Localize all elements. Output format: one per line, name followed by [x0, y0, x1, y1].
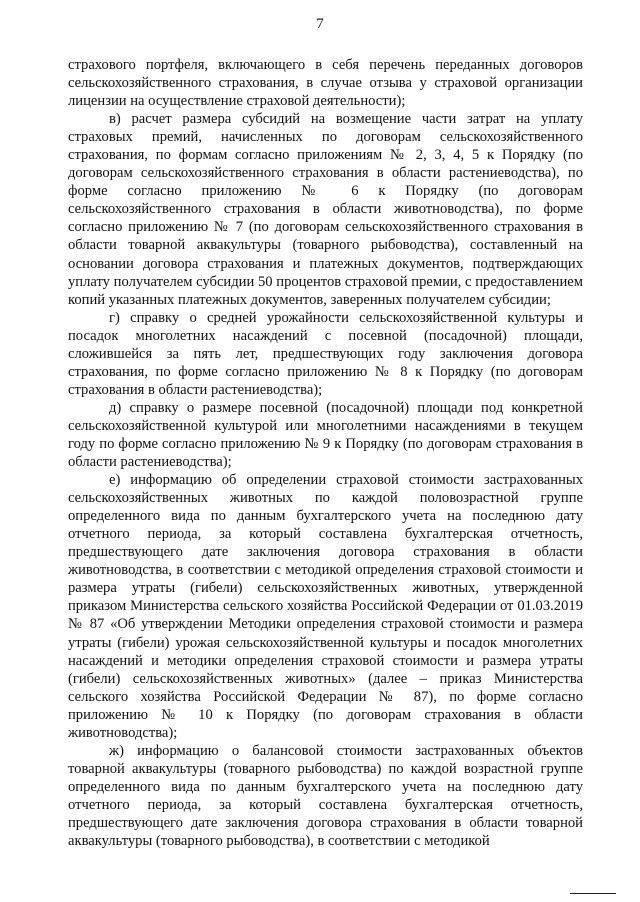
paragraph-e: е) информацию об определении страховой стоимости застрахованных сельскохозяйственных животных по каждой половозрастной группе определенного вида по данным бухгалтерского учета на последнюю дату отчетного периода, за который составлена бухгалтерская отчетность, предшествующего дате заключения договора страхования в области животноводства, в соответствии с методикой определения страховой стоимости и размера утраты (гибели) сельскохозяйственных животных, утвержденной приказом Министерства сельского хозяйства Российской Федерации от 01.03.2019 № 87 «Об утверждении Методики определения страховой стоимости и размера утраты (гибели) урожая сельскохозяйственной культуры и посадок многолетних насаждений и методики определения страховой стоимости и размера утраты (гибели) сельскохозяйственных животных» (далее – приказ Министерства сельского хозяйства Российской Федерации № 87), по форме согласно приложению № 10 к Порядку (по договорам страхования в области животноводства);: [68, 472, 583, 741]
footer-divider: [570, 893, 616, 894]
paragraph-zh: ж) информацию о балансовой стоимости застрахованных объектов товарной аквакультуры (товарного рыбоводства) по каждой возрастной группе определенного вида по данным бухгалтерского учета на последнюю дату отчетного периода, за который составлена бухгалтерская отчетность, предшествующего дате заключения договора страхования в области товарной аквакультуры (товарного рыбоводства), в соответствии с методикой: [68, 742, 583, 850]
paragraph-v: в) расчет размера субсидий на возмещение части затрат на уплату страховых премий, начисленных по договорам сельскохозяйственного страхования, по формам согласно приложениям № 2, 3, 4, 5 к Порядку (по договорам сельскохозяйственного страхования в области растениеводства), по форме согласно приложению № 6 к Порядку (по договорам сельскохозяйственного страхования в области животноводства), по форме согласно приложению № 7 (по договорам сельскохозяйственного страхования в области товарной аквакультуры (товарного рыбоводства), составленный на основании договора страхования и платежных документов, подтверждающих уплату получателем субсидии 50 процентов страховой премии, с предоставлением копий указанных платежных документов, заверенных получателем субсидии;: [68, 111, 583, 308]
paragraph-g: г) справку о средней урожайности сельскохозяйственной культуры и посадок многолетних насаждений с посевной (посадочной) площади, сложившейся за пять лет, предшествующих году заключения договора страхования, по форме согласно приложению № 8 к Порядку (по договорам страхования в области растениеводства);: [68, 309, 583, 398]
paragraph-d: д) справку о размере посевной (посадочной) площади под конкретной сельскохозяйственной культурой или многолетними насаждениями в текущем году по форме согласно приложению № 9 к Порядку (по договорам страхования в области растениеводства);: [68, 399, 583, 471]
paragraph-b-continuation: страхового портфеля, включающего в себя перечень переданных договоров сельскохозяйственного страхования, в случае отзыва у страховой организации лицензии на осуществление страховой деятельности);: [68, 57, 583, 110]
document-body: [68, 56, 583, 850]
page-number: 7: [316, 16, 324, 32]
